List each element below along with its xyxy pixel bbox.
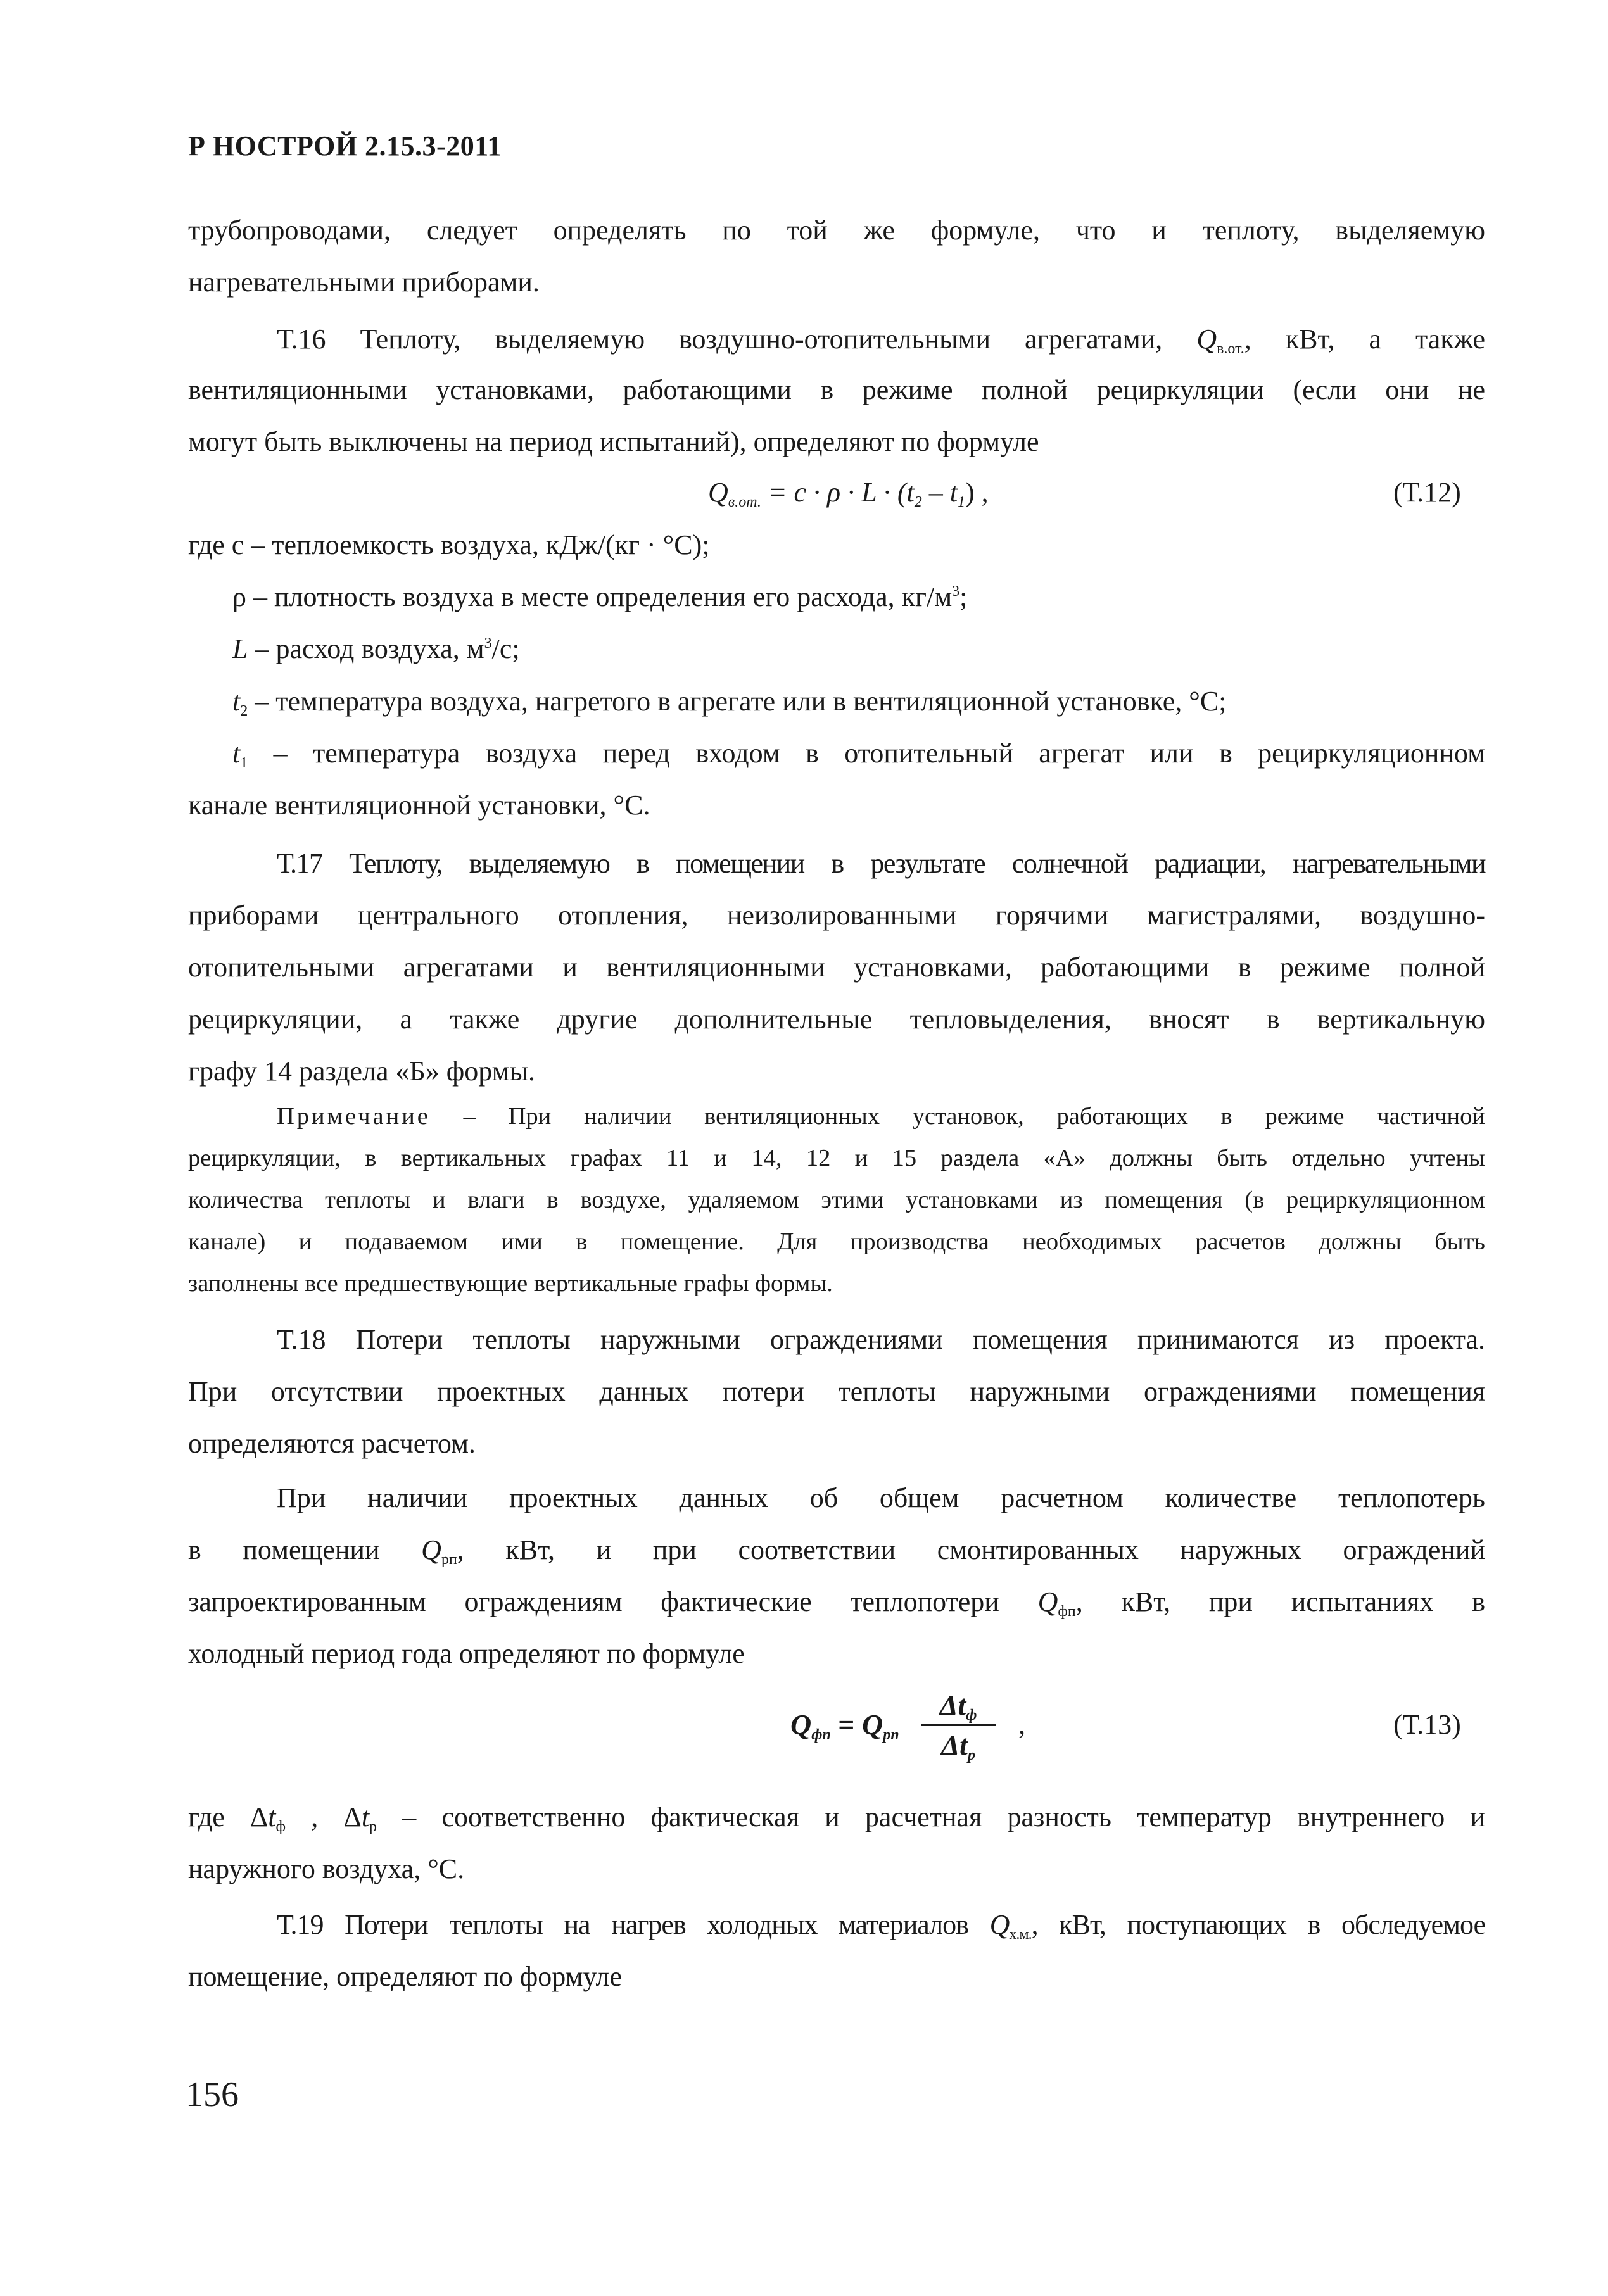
formula-t13: $Q_{фп} = Q_{рп}$: [790, 1708, 899, 1743]
text-line: графу 14 раздела «Б» формы.: [188, 1056, 536, 1087]
text-line: Т.16 Теплоту, выделяемую воздушно-отопительными агрегатами, $Q_{в.от.}$, кВт, а также: [277, 324, 1486, 357]
note-line: количества теплоты и влаги в воздухе, удаляемом этими установками из помещения (в рециркуляционном: [188, 1187, 1485, 1213]
note-line: заполнены все предшествующие вертикальные графы формы.: [188, 1270, 833, 1297]
text-line: где с – теплоемкость воздуха, кДж/(кг · °С);: [188, 529, 710, 560]
text-line: рециркуляции, а также другие дополнительные тепловыделения, вносят в вертикальную: [188, 1004, 1485, 1035]
equation-number: (Т.12): [1393, 477, 1461, 508]
fraction-bar: [921, 1724, 996, 1726]
text-line: L – расход воздуха, $м^3/с$;: [232, 633, 520, 664]
note-line: Примечание – При наличии вентиляционных установок, работающих в режиме частичной: [277, 1103, 1485, 1130]
text-line: При наличии проектных данных об общем расчетном количестве теплопотерь: [277, 1482, 1485, 1513]
text-line: канале вентиляционной установки, °С.: [188, 790, 650, 821]
equation-number: (Т.13): [1393, 1709, 1461, 1740]
text-line: запроектированным ограждениям фактические теплопотери $Q_{фп}$, кВт, при испытаниях в: [188, 1586, 1485, 1620]
text-line: могут быть выключены на период испытаний), определяют по формуле: [188, 426, 1039, 457]
note-label: Примечание: [277, 1103, 431, 1130]
page-number: 156: [186, 2075, 239, 2114]
text-line: отопительными агрегатами и вентиляционными установками, работающими в режиме полной: [188, 952, 1485, 983]
text-line: Т.19 Потери теплоты на нагрев холодных материалов $Q_{х.м.}$, кВт, поступающих в обследуемое: [277, 1909, 1486, 1943]
formula-comma: ,: [1018, 1709, 1025, 1740]
text-line: приборами центрального отопления, неизолированными горячими магистралями, воздушно-: [188, 900, 1485, 931]
text-line: помещение, определяют по формуле: [188, 1961, 623, 1992]
text-line: нагревательными приборами.: [188, 267, 540, 298]
text-line: трубопроводами, следует определять по той же формуле, что и теплоту, выделяемую: [188, 215, 1485, 246]
document-code-header: Р НОСТРОЙ 2.15.3-2011: [188, 130, 502, 161]
text-line: Т.17 Теплоту, выделяемую в помещении в результате солнечной радиации, нагревательными: [277, 848, 1485, 879]
text-line: $t_1$ – температура воздуха перед входом в отопительный агрегат или в рециркуляционном: [232, 738, 1485, 771]
text-line: в помещении $Q_{рп}$, кВт, и при соответствии смонтированных наружных ограждений: [188, 1534, 1486, 1568]
formula-t12: $Q_{в.от.} = c \cdot \rho \cdot L \cdot (t_2 - t_1)$ ,: [708, 477, 989, 510]
text-line: холодный период года определяют по формуле: [188, 1638, 745, 1669]
text-line: наружного воздуха, °С.: [188, 1853, 465, 1884]
text-line: где $\Delta t_ф$ , $\Delta t_р$ – соответственно фактическая и расчетная разность температур внутреннего и: [188, 1801, 1485, 1835]
note-line: рециркуляции, в вертикальных графах 11 и 14, 12 и 15 раздела «А» должны быть отдельно учтены: [188, 1145, 1485, 1171]
text-line: При отсутствии проектных данных потери теплоты наружными ограждениями помещения: [188, 1376, 1485, 1407]
text-line: ρ – плотность воздуха в месте определения его расхода, $кг/м^3$;: [232, 581, 968, 612]
text-line: определяются расчетом.: [188, 1428, 476, 1459]
text-line: Т.18 Потери теплоты наружными ограждениями помещения принимаются из проекта.: [277, 1324, 1485, 1355]
text-line: $t_2$ – температура воздуха, нагретого в агрегате или в вентиляционной установке, °С;: [232, 686, 1227, 719]
note-line: канале) и подаваемом ими в помещение. Для производства необходимых расчетов должны быть: [188, 1228, 1485, 1255]
fraction: $\Delta t_ф$ $\Delta t_р$: [917, 1687, 999, 1763]
text-line: вентиляционными установками, работающими в режиме полной рециркуляции (если они не: [188, 374, 1485, 405]
